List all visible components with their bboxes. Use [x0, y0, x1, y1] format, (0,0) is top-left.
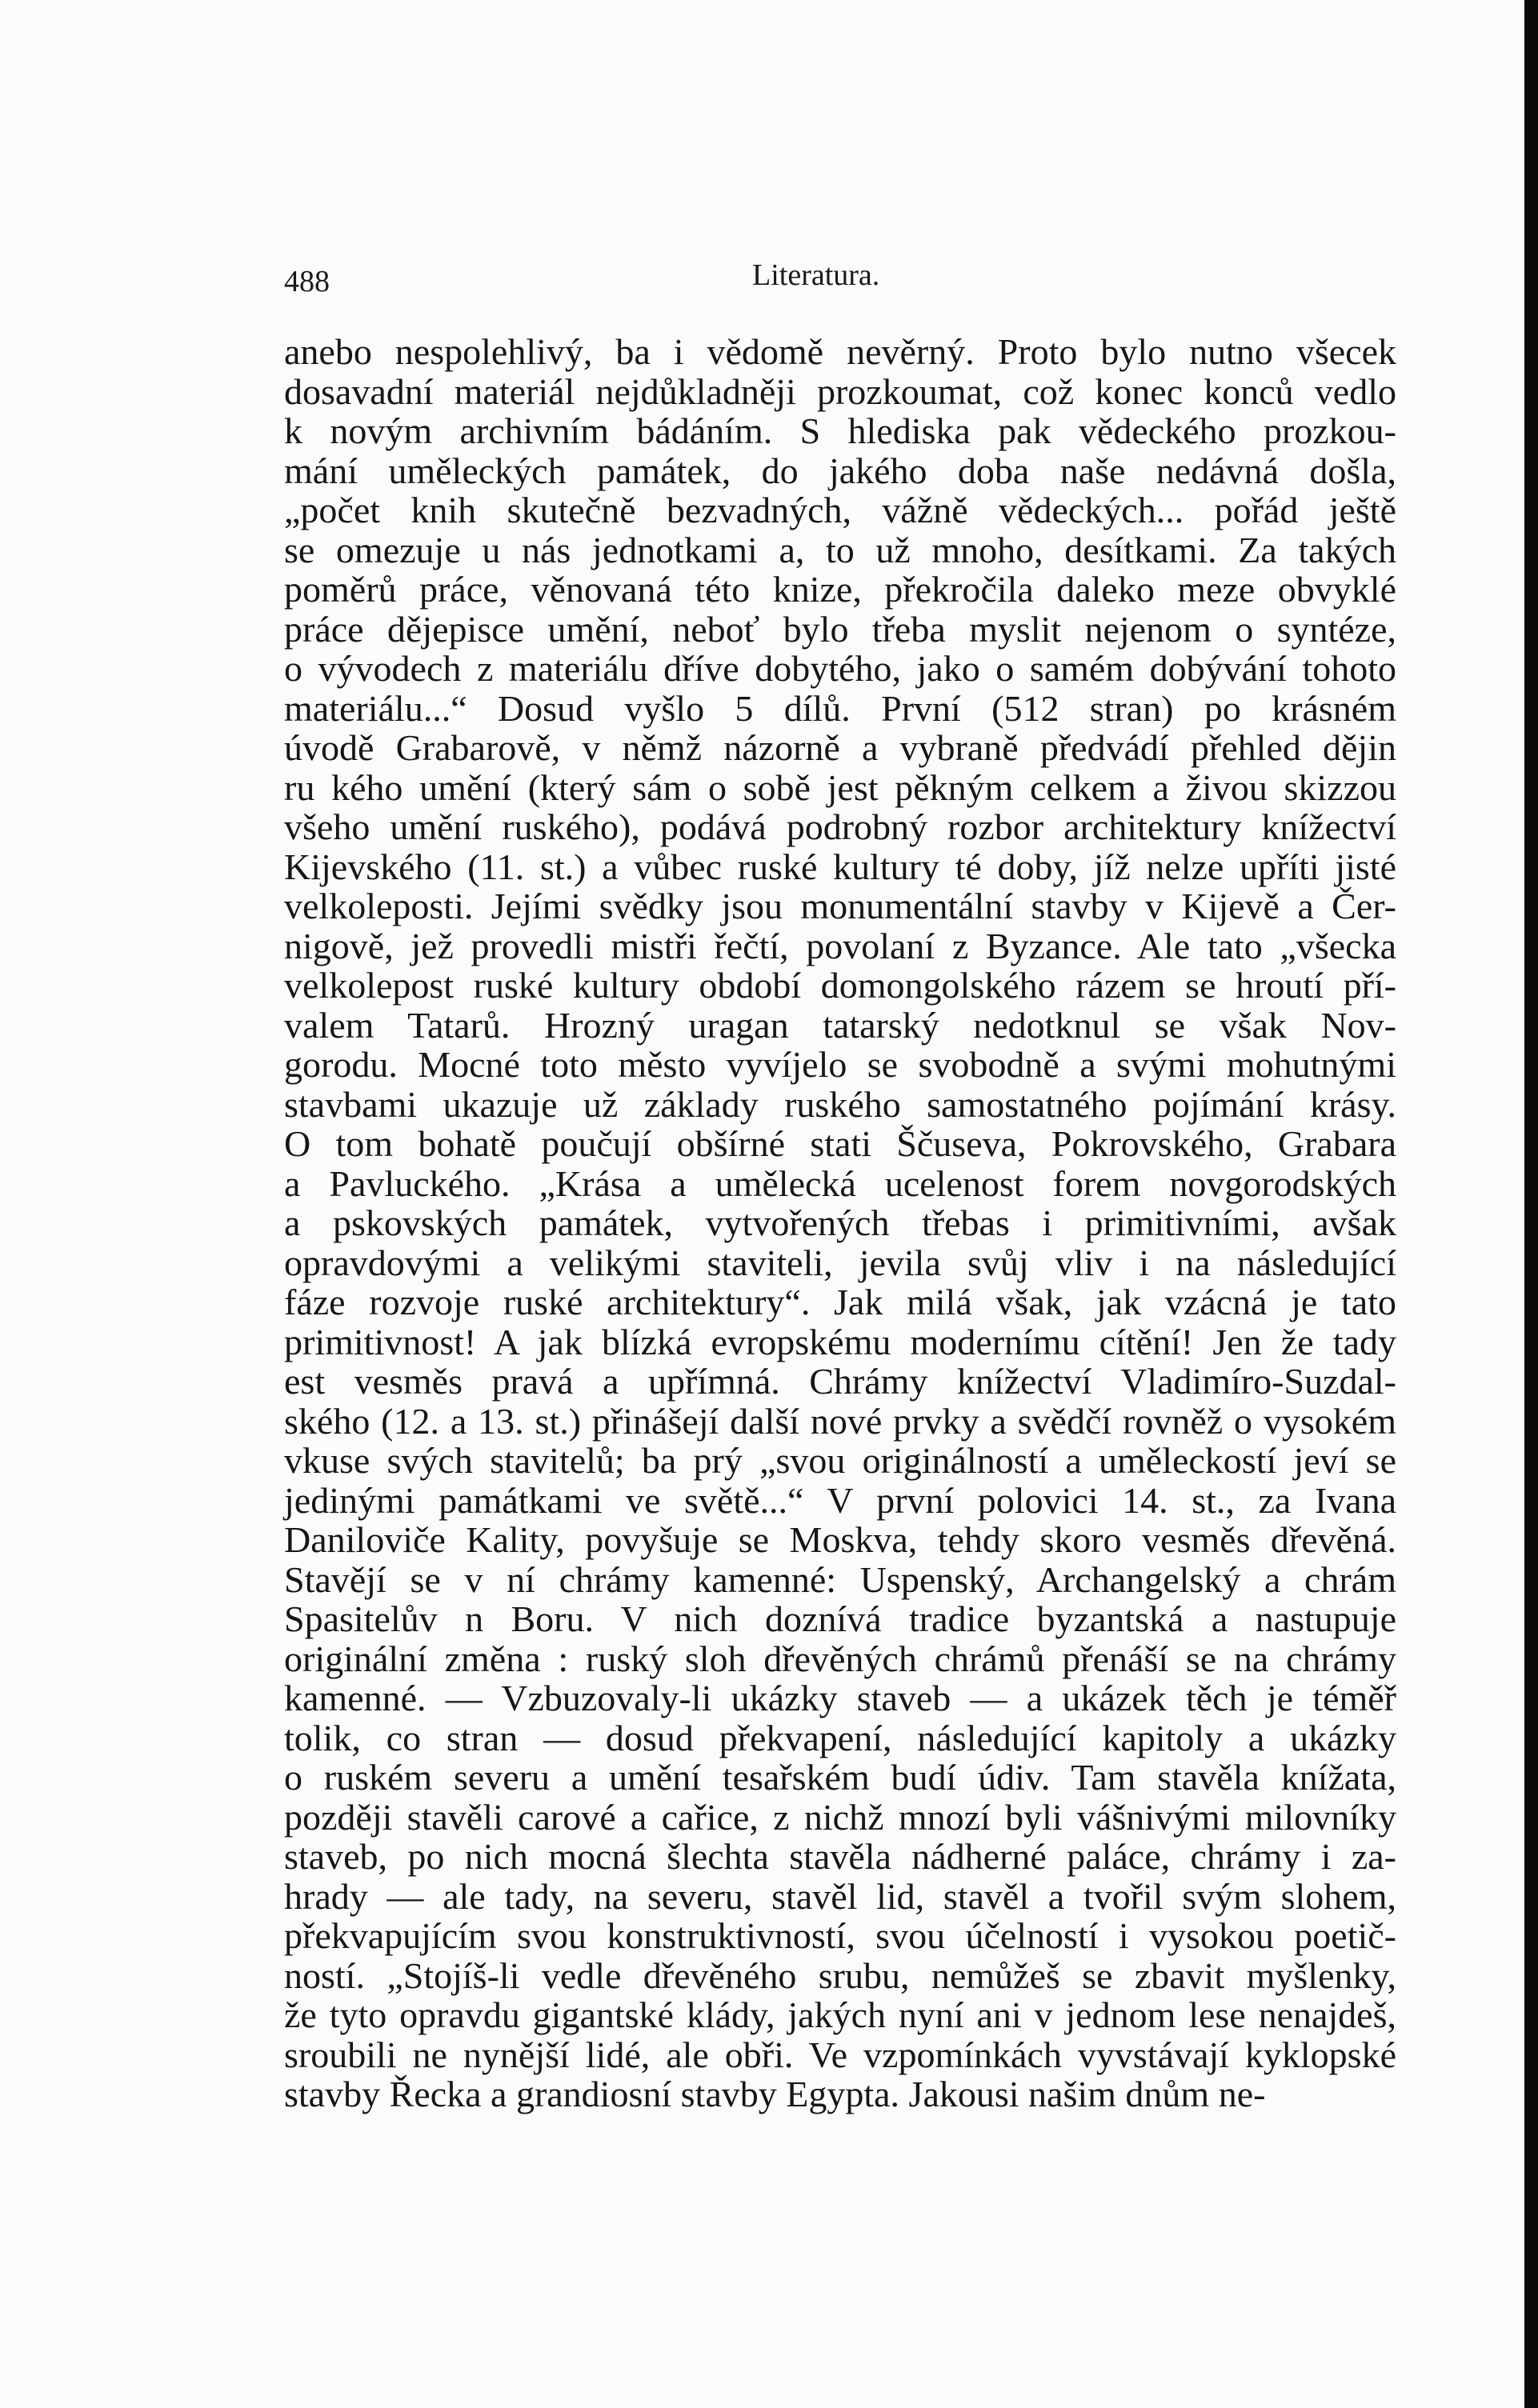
text-line: primitivnost! A jak blízká evropskému modernímu cítění! Jen že tady — [284, 1321, 1396, 1362]
text-line: tolik, co stran — dosud překvapení, následující kapitoly a ukázky — [284, 1717, 1396, 1758]
text-line: staveb, po nich mocná šlechta stavěla nádherné paláce, chrámy i za- — [284, 1836, 1396, 1877]
text-line: O tom bohatě poučují obšírné stati Ščuseva, Pokrovského, Grabara — [284, 1123, 1396, 1164]
page-number: 488 — [284, 265, 330, 298]
text-line: Stavějí se v ní chrámy kamenné: Uspenský, Archangelský a chrám — [284, 1558, 1396, 1600]
text-line: nigově, jež provedli mistři řečtí, povolaní z Byzance. Ale tato „všecka — [284, 925, 1396, 966]
text-line: Daniloviče Kality, povyšuje se Moskva, tehdy skoro vesměs dřevěná. — [284, 1519, 1396, 1560]
text-line: ností. „Stojíš-li vedle dřevěného srubu, nemůžeš se zbavit myšlenky, — [284, 1954, 1396, 1996]
scan-edge-shadow — [1524, 0, 1538, 2408]
text-line: k novým archivním bádáním. S hlediska pak vědeckého prozkou- — [284, 410, 1396, 451]
text-line: Kijevského (11. st.) a vůbec ruské kultury té doby, jíž nelze upříti jisté — [284, 846, 1396, 887]
text-line: překvapujícím svou konstruktivností, svou účelností i vysokou poetič- — [284, 1915, 1396, 1956]
text-line: poměrů práce, věnovaná této knize, překročila daleko meze obvyklé — [284, 569, 1396, 610]
text-line: sroubili ne nynější lidé, ale obři. Ve vzpomínkách vyvstávají kyklopské — [284, 2034, 1396, 2075]
text-line: fáze rozvoje ruské architektury“. Jak milá však, jak vzácná je tato — [284, 1282, 1396, 1322]
text-line: dosavadní materiál nejdůkladněji prozkoumat, což konec konců vedlo — [284, 370, 1396, 412]
text-line: mání uměleckých památek, do jakého doba naše nedávná došla, — [284, 450, 1396, 491]
text-line: stavbami ukazuje už základy ruského samostatného pojímání krásy. — [284, 1083, 1396, 1125]
text-line: ru kého umění (který sám o sobě jest pěkným celkem a živou skizzou — [284, 766, 1396, 808]
text-line: že tyto opravdu gigantské klády, jakých nyní ani v jednom lese nenajdeš, — [284, 1994, 1396, 2035]
text-line: a pskovských památek, vytvořených třebas i primitivními, avšak — [284, 1202, 1396, 1243]
text-line: est vesměs pravá a upřímná. Chrámy knížectví Vladimíro-Suzdal- — [284, 1361, 1396, 1402]
running-head — [284, 258, 1356, 306]
text-line: a Pavluckého. „Krása a umělecká ucelenost forem novgorodských — [284, 1162, 1396, 1204]
text-line: kamenné. — Vzbuzovaly-li ukázky staveb — a ukázek těch je téměř — [284, 1678, 1396, 1718]
text-line: Spasitelův n Boru. V nich doznívá tradice byzantská a nastupuje — [284, 1598, 1396, 1639]
text-line: valem Tatarů. Hrozný uragan tatarský nedotknul se však Nov- — [284, 1004, 1396, 1046]
text-line: velkolepost ruské kultury období domongolského rázem se hroutí pří- — [284, 965, 1396, 1006]
text-line: anebo nespolehlivý, ba i vědomě nevěrný. Proto bylo nutno všecek — [284, 331, 1396, 372]
text-line: jedinými památkami ve světě...“ V první polovici 14. st., za Ivana — [284, 1479, 1396, 1521]
text-line: úvodě Grabarově, v němž názorně a vybraně předvádí přehled dějin — [284, 727, 1396, 768]
text-line: gorodu. Mocné toto město vyvíjelo se svobodně a svými mohutnými — [284, 1044, 1396, 1085]
text-line: o ruském severu a umění tesařském budí údiv. Tam stavěla knížata, — [284, 1757, 1396, 1798]
text-line: o vývodech z materiálu dříve dobytého, jako o samém dobývání tohoto — [284, 648, 1396, 689]
body-text — [284, 332, 1396, 2114]
text-line: „počet knih skutečně bezvadných, vážně vědeckých... pořád ještě — [284, 490, 1396, 530]
text-line: ského (12. a 13. st.) přinášejí další nové prvky a svědčí rovněž o vysokém — [284, 1400, 1396, 1442]
text-line: později stavěli carové a cařice, z nichž mnozí byli vášnivými milovníky — [284, 1796, 1396, 1838]
text-line: materiálu...“ Dosud vyšlo 5 dílů. První (512 stran) po krásném — [284, 687, 1396, 729]
text-line: velkoleposti. Jejími svědky jsou monumentální stavby v Kijevě a Čer- — [284, 886, 1396, 926]
text-line: vkuse svých stavitelů; ba prý „svou originálností a uměleckostí jeví se — [284, 1440, 1396, 1481]
text-line: stavby Řecka a grandiosní stavby Egypta. Jakousi našim dnům ne- — [284, 2074, 1266, 2114]
text-line: práce dějepisce umění, neboť bylo třeba myslit nejenom o syntéze, — [284, 608, 1396, 650]
text-line: hrady — ale tady, na severu, stavěl lid, stavěl a tvořil svým slohem, — [284, 1875, 1396, 1917]
text-line: originální změna : ruský sloh dřevěných chrámů přenáší se na chrámy — [284, 1638, 1396, 1679]
text-line: se omezuje u nás jednotkami a, to už mnoho, desítkami. Za takých — [284, 529, 1396, 570]
text-line: všeho umění ruského), podává podrobný rozbor architektury knížectví — [284, 806, 1396, 847]
text-line: opravdovými a velikými staviteli, jevila svůj vliv i na následující — [284, 1242, 1396, 1283]
running-title: Literatura. — [752, 258, 880, 292]
